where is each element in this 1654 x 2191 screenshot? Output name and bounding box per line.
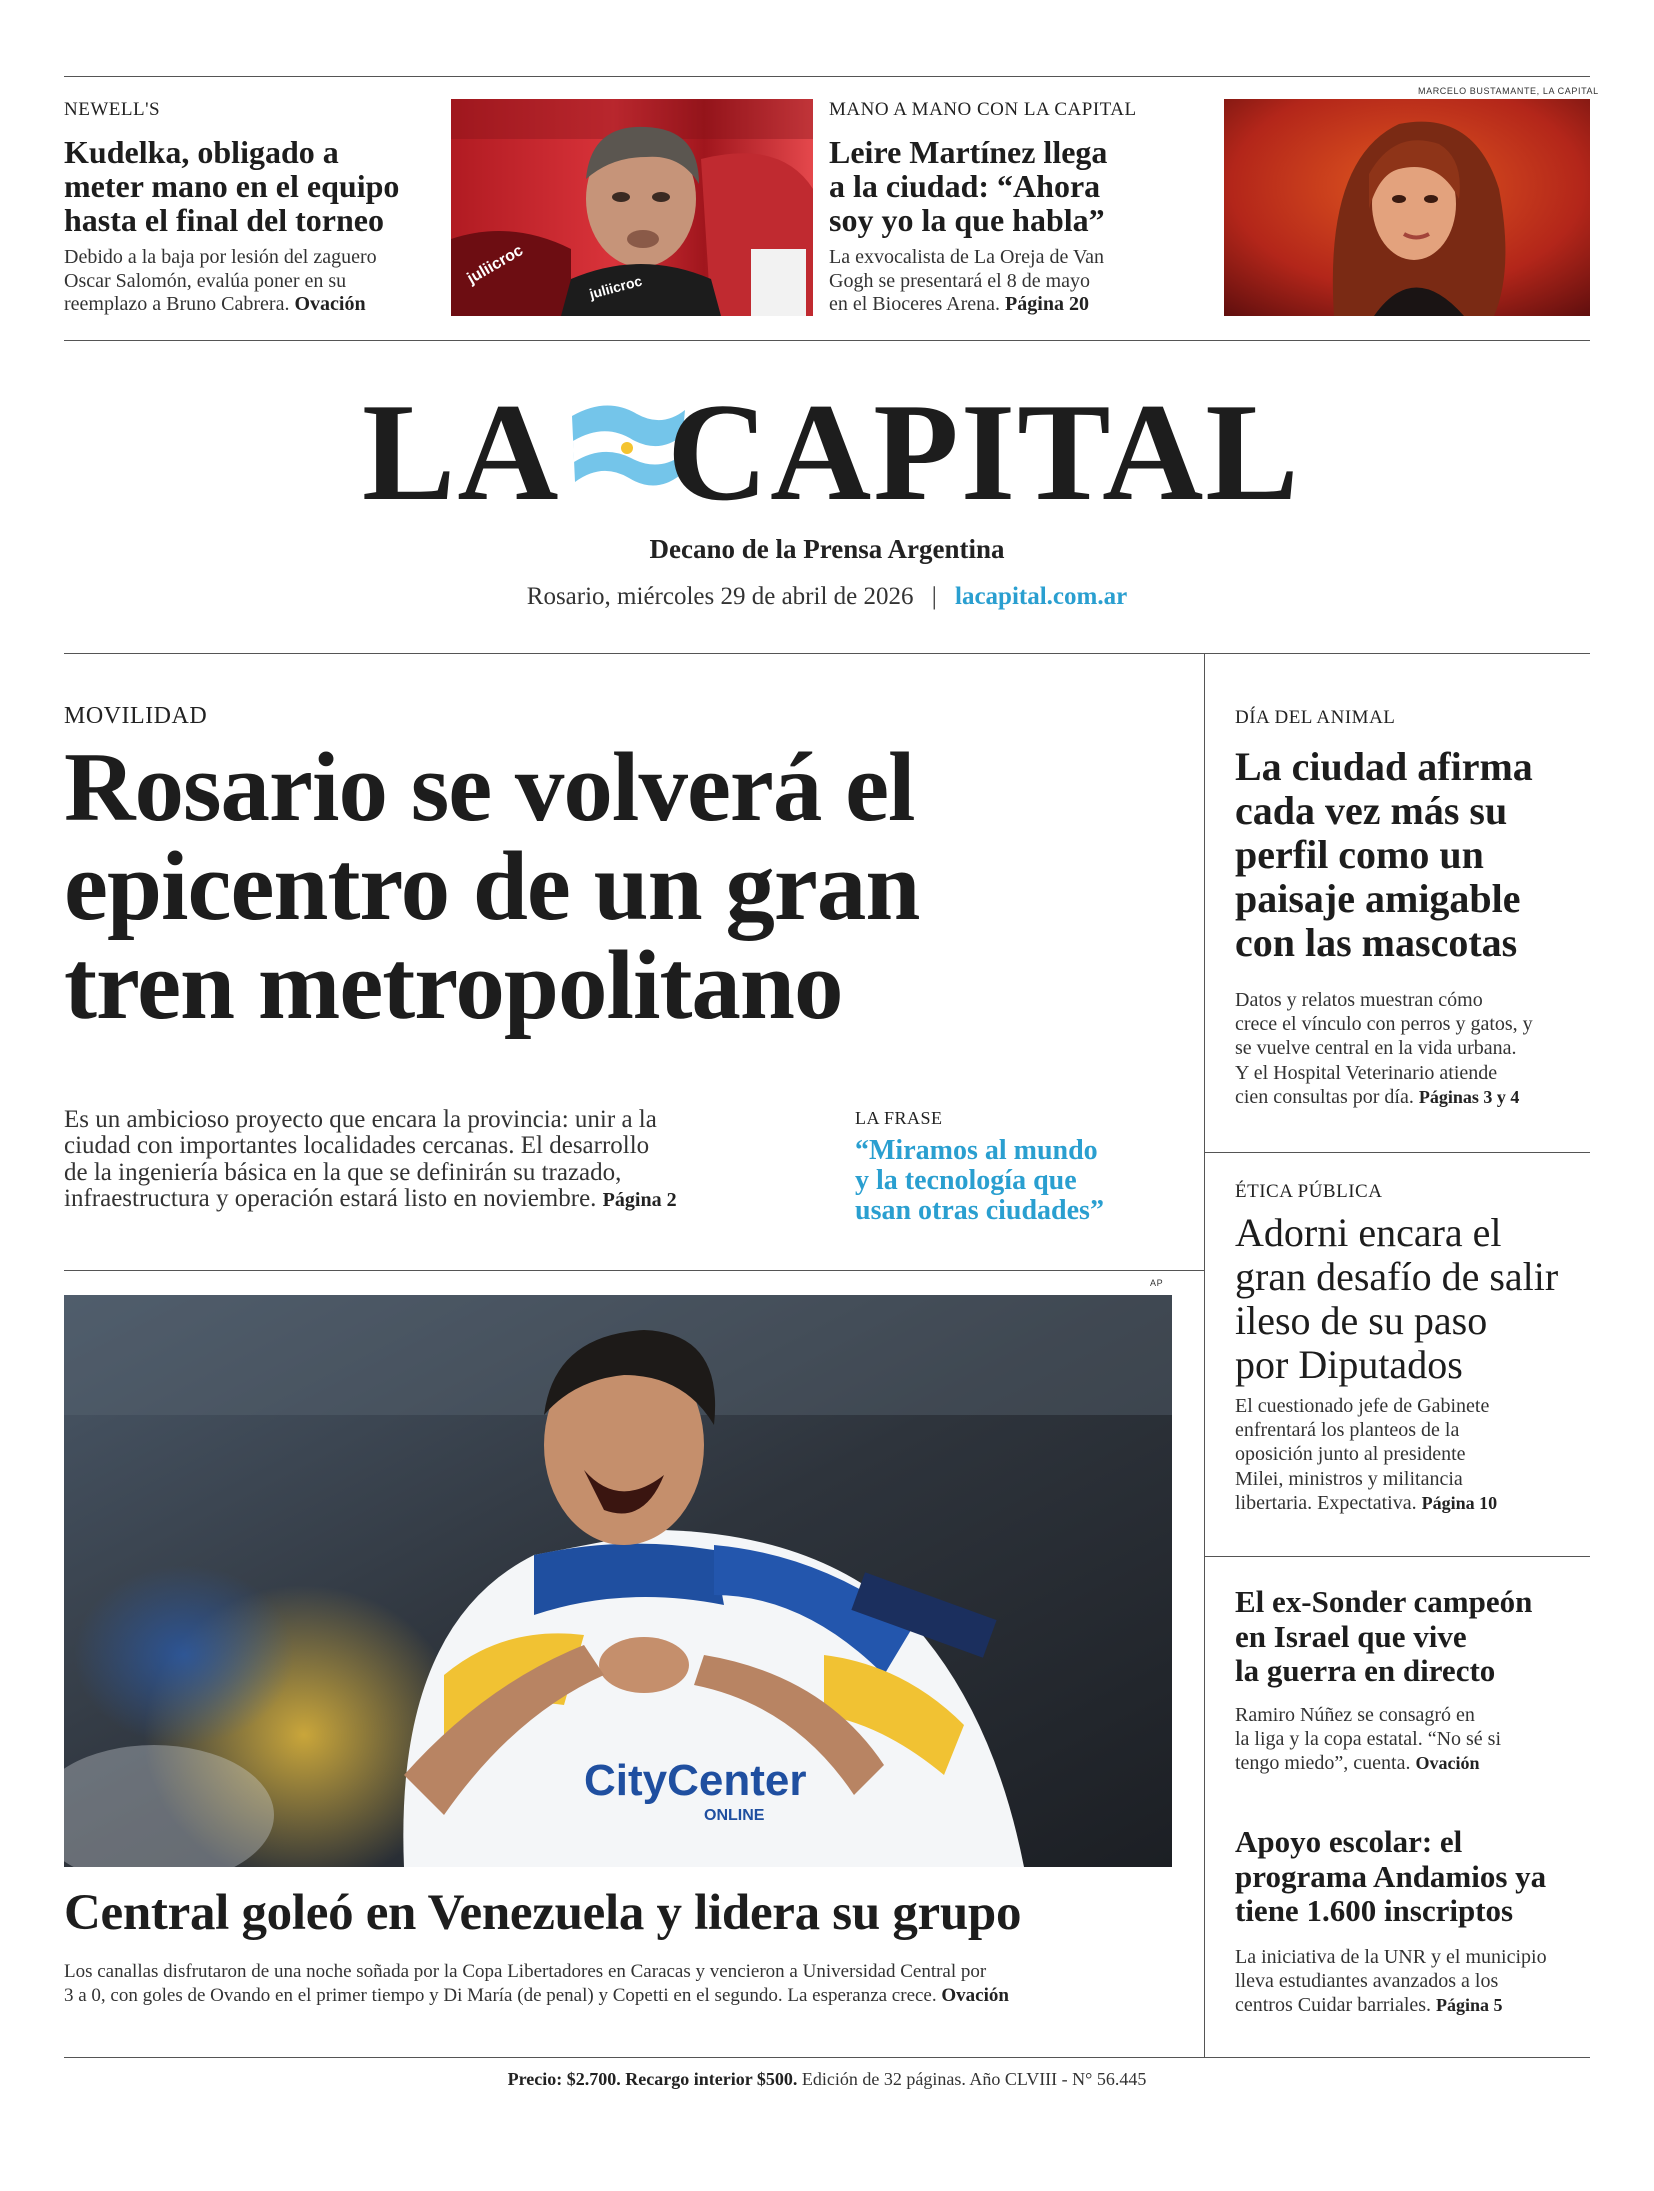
photo-story-body [64,1960,1194,2009]
masthead-name-right: CAPITAL [667,375,1301,530]
body-line: centros Cuidar barriales. Página 5 [1235,1994,1503,2017]
headline-line: por Diputados [1235,1342,1463,1387]
quote-line: y la tecnología que [855,1165,1077,1197]
masthead-dateline [0,583,1654,611]
svg-text:juliicroc: juliicroc [587,272,644,302]
page-ref[interactable]: Página 5 [1436,1995,1503,2016]
headline-line: tiene 1.600 inscriptos [1235,1893,1514,1929]
teaser-body-leire [829,246,1209,317]
sidebar-headline-adorni[interactable] [1235,1211,1595,1387]
headline-line: epicentro de un gran [64,832,920,941]
body-line: libertaria. Expectativa. Página 10 [1235,1491,1498,1514]
body-line: La exvocalista de La Oreja de Van [829,246,1105,268]
headline-line: programa Andamios ya [1235,1858,1547,1894]
body-line: Es un ambicioso proyecto que encara la provincia: unir a la [64,1106,657,1133]
masthead-logo[interactable] [362,375,1301,530]
headline-line: ileso de su paso [1235,1298,1488,1343]
page-ref[interactable]: Página 2 [602,1188,677,1211]
teaser-kicker-newells: NEWELL'S [64,99,161,120]
body-line: Y el Hospital Veterinario atiende [1235,1061,1498,1084]
svg-text:juliicroc: juliicroc [464,242,527,288]
headline-line: La ciudad afirma [1235,744,1533,789]
sidebar-body-sonder [1235,1703,1595,1776]
body-line: en el Bioceres Arena. Página 20 [829,293,1089,316]
quote-kicker: LA FRASE [855,1108,943,1128]
body-line: de la ingeniería básica en la que se definirán su trazado, [64,1158,622,1186]
photo-story-headline[interactable]: Central goleó en Venezuela y lidera su grupo [64,1885,1022,1941]
lead-kicker: MOVILIDAD [64,703,208,729]
body-line: lleva estudiantes avanzados a los [1235,1970,1499,1993]
body-line: tengo miedo”, cuenta. Ovación [1235,1752,1480,1775]
masthead-bottom-rule [64,653,1590,654]
page-ref[interactable]: Página 10 [1421,1492,1498,1513]
footer-rule [64,2057,1590,2058]
lead-bottom-rule [64,1270,1204,1271]
teaser-headline-leire[interactable] [829,136,1209,238]
sidebar-headline-mascotas[interactable] [1235,745,1595,965]
headline-line: gran desafío de salir [1235,1254,1559,1299]
lead-headline[interactable] [64,733,1184,1040]
photo-credit: MARCELO BUSTAMANTE, LA CAPITAL [1418,86,1599,96]
body-line: reemplazo a Bruno Cabrera. Ovación [64,293,366,316]
body-line: La iniciativa de la UNR y el municipio [1235,1946,1547,1968]
kudelka-photo [451,99,813,316]
sidebar-body-andamios [1235,1945,1595,2018]
headline-line: perfil como un [1235,832,1484,877]
headline-line: tren metropolitano [64,931,843,1040]
masthead-name-left: LA [362,375,561,530]
teaser-headline-kudelka[interactable] [64,136,454,238]
top-rule [64,76,1590,77]
sidebar-rule-2 [1204,1556,1590,1557]
headline-line: hasta el final del torneo [64,201,384,238]
headline-line: Adorni encara el [1235,1210,1502,1255]
sidebar-headline-andamios[interactable] [1235,1825,1595,1929]
body-line: oposición junto al presidente [1235,1443,1466,1466]
body-line: Datos y relatos muestran cómo [1235,989,1483,1011]
quote-line: usan otras ciudades” [855,1195,1104,1227]
footer-edition: Edición de 32 páginas. Año CLVIII - N° 56.445 [801,2069,1147,2089]
body-line: Ramiro Núñez se consagró en [1235,1704,1475,1726]
separator: | [931,583,937,610]
sidebar-headline-sonder[interactable] [1235,1585,1595,1689]
jersey-sponsor: CityCenter [584,1756,807,1805]
masthead-tagline: Decano de la Prensa Argentina [649,534,1005,564]
page-ref[interactable]: Ovación [1415,1753,1480,1774]
body-line: Milei, ministros y militancia [1235,1467,1463,1490]
body-line: 3 a 0, con goles de Ovando en el primer tiempo y Di María (de penal) y Copetti en el segundo. La esperanza crece. Ovación [64,1985,1009,2007]
sidebar-kicker-dia-del-animal: DÍA DEL ANIMAL [1235,707,1396,728]
headline-line: soy yo la que habla” [829,201,1105,238]
headline-line: Rosario se volverá el [64,733,915,842]
headline-line: en Israel que vive [1235,1618,1467,1654]
sidebar-rule-1 [1204,1152,1590,1153]
headline-line: con las mascotas [1235,920,1518,965]
body-line: Los canallas disfrutaron de una noche soñada por la Copa Libertadores en Caracas y vencieron a Universidad Central por [64,1961,987,1982]
photo-credit: AP [1150,1278,1164,1288]
body-line: la liga y la copa estatal. “No sé si [1235,1728,1502,1751]
body-line: infraestructura y operación estará listo en noviembre. Página 2 [64,1184,677,1212]
lead-body [64,1107,824,1212]
footer-price: Precio: $2.700. Recargo interior $500. [507,2069,798,2089]
body-line: se vuelve central en la vida urbana. [1235,1037,1517,1060]
teaser-body-kudelka [64,246,454,317]
website-link[interactable]: lacapital.com.ar [955,583,1128,610]
page-ref[interactable]: Ovación [941,1985,1009,2007]
headline-line: El ex-Sonder campeón [1235,1584,1533,1619]
headline-line: Apoyo escolar: el [1235,1824,1463,1859]
body-line: ciudad con importantes localidades cercanas. El desarrollo [64,1132,650,1160]
headline-line: cada vez más su [1235,788,1508,833]
headline-line: Leire Martínez llega [829,134,1108,170]
headline-line: la guerra en directo [1235,1653,1496,1689]
di-maria-photo [64,1295,1172,1867]
headline-line: Kudelka, obligado a [64,134,339,170]
jersey-sponsor-sub: ONLINE [704,1807,765,1824]
body-line: cien consultas por día. Páginas 3 y 4 [1235,1085,1520,1108]
teaser-bottom-rule [64,340,1590,341]
body-line: Oscar Salomón, evalúa poner en su [64,269,347,292]
page-ref[interactable]: Página 20 [1005,293,1089,316]
sidebar-kicker-etica-publica: ÉTICA PÚBLICA [1235,1181,1383,1202]
teaser-kicker-mano-a-mano: MANO A MANO CON LA CAPITAL [829,99,1137,120]
quote-line: “Miramos al mundo [855,1135,1098,1166]
page-ref[interactable]: Ovación [294,293,366,316]
date-text: Rosario, miércoles 29 de abril de 2026 [526,583,914,610]
page-ref[interactable]: Páginas 3 y 4 [1418,1086,1520,1107]
body-line: enfrentará los planteos de la [1235,1419,1460,1442]
headline-line: meter mano en el equipo [64,167,400,204]
pull-quote [855,1136,1195,1227]
headline-line: paisaje amigable [1235,876,1521,921]
leire-photo [1224,99,1590,316]
body-line: Gogh se presentará el 8 de mayo [829,269,1091,292]
sidebar-body-adorni [1235,1394,1595,1515]
column-divider [1204,653,1205,2057]
headline-line: a la ciudad: “Ahora [829,167,1101,204]
body-line: Debido a la baja por lesión del zaguero [64,246,377,268]
body-line: crece el vínculo con perros y gatos, y [1235,1013,1533,1036]
body-line: El cuestionado jefe de Gabinete [1235,1395,1490,1417]
footer-line [0,2069,1654,2090]
sidebar-body-mascotas [1235,988,1595,1109]
